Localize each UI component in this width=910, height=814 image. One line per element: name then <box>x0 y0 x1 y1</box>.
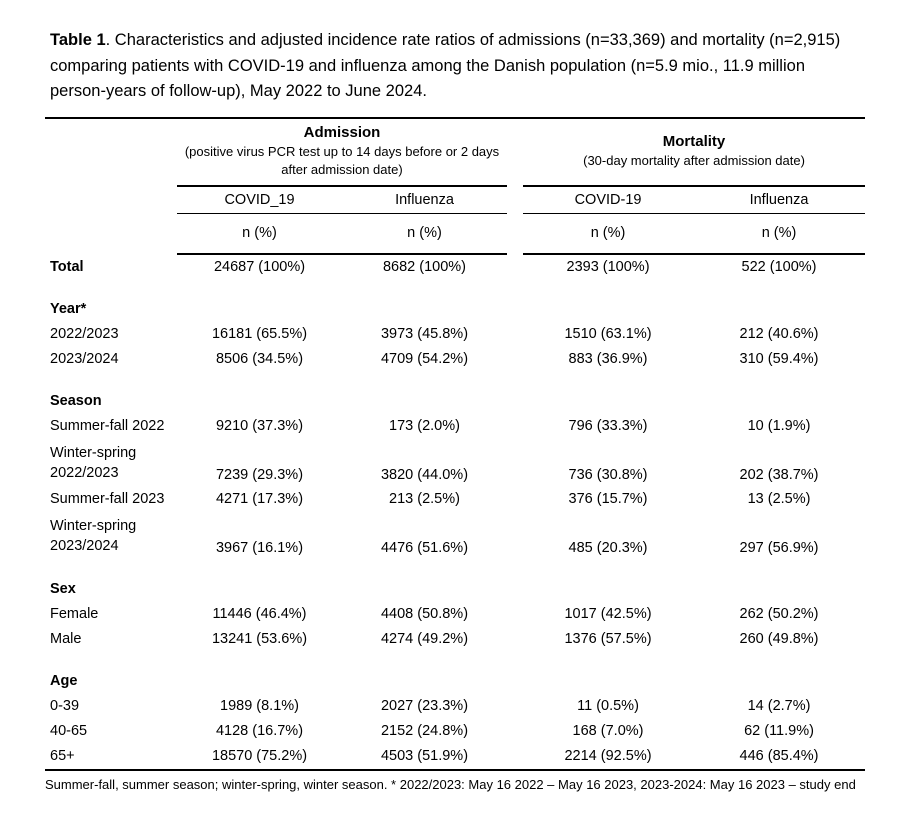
cell-value: 736 (30.8%) <box>568 466 648 483</box>
group-gap-cell <box>507 297 523 322</box>
section-label: Season <box>50 393 102 409</box>
cell-value: 16181 (65.5%) <box>211 326 308 342</box>
col-header-mortality-influenza: Influenza <box>693 186 865 214</box>
cell-value: 10 (1.9%) <box>747 418 811 434</box>
group-gap-cell <box>507 347 523 372</box>
group-gap-cell <box>507 602 523 627</box>
spacer-row <box>45 280 865 297</box>
mortality-group-header <box>523 118 865 186</box>
cell-value: 883 (36.9%) <box>568 351 648 367</box>
cell-value <box>523 297 693 322</box>
table-row <box>45 719 865 744</box>
row-label: Summer-fall 2022 <box>50 418 165 434</box>
cell-value: 3820 (44.0%) <box>380 466 469 483</box>
row-label-line: Winter-spring <box>50 517 137 534</box>
spacer-row <box>45 560 865 577</box>
group-gap-cell <box>507 627 523 652</box>
group-gap-cell <box>507 577 523 602</box>
cell-value <box>177 577 342 602</box>
cell-value: 4503 (51.9%) <box>342 744 507 770</box>
cell-value: 173 (2.0%) <box>389 418 460 434</box>
col-header-admission-covid19: COVID_19 <box>177 186 342 214</box>
row-label: 2022/2023 <box>50 326 119 342</box>
table-row <box>45 487 865 512</box>
group-gap-cell <box>507 186 523 214</box>
spacer-cell <box>45 652 865 669</box>
table-body <box>45 254 865 770</box>
cell-value <box>693 389 865 414</box>
unit-header: n (%) <box>693 213 865 254</box>
cell-value: 8506 (34.5%) <box>215 351 304 367</box>
row-label: 0-39 <box>50 698 80 714</box>
cell-value: 14 (2.7%) <box>747 698 811 714</box>
cell-value <box>342 669 507 694</box>
unit-header: n (%) <box>523 213 693 254</box>
spacer-cell <box>45 372 865 389</box>
cell-value <box>342 577 507 602</box>
admission-group-header <box>177 118 507 186</box>
mortality-group-title: Mortality <box>662 132 726 150</box>
table-row <box>45 627 865 652</box>
cell-value: 11446 (46.4%) <box>212 606 307 622</box>
group-gap-cell <box>507 118 523 186</box>
table-caption-text: . Characteristics and adjusted incidence rate ratios of admissions (n=33,369) and mortality (n=2,915) comparing patients with COVID-19 and influenza among the Danish population (n=5.9 mio., 11.9 million person-years of follow-up), May 2022 to June 2024. <box>50 31 841 100</box>
group-gap-cell <box>507 322 523 347</box>
unit-header: n (%) <box>342 213 507 254</box>
row-label: 40-65 <box>50 723 88 739</box>
cell-value: 168 (7.0%) <box>572 723 644 739</box>
table-row <box>45 694 865 719</box>
mortality-group-subtitle: (30-day mortality after admission date) <box>583 152 805 168</box>
cell-value: 522 (100%) <box>741 259 817 275</box>
cell-value: 260 (49.8%) <box>739 631 819 647</box>
cell-value: 796 (33.3%) <box>568 418 648 434</box>
row-label-line: Winter-spring <box>50 444 137 461</box>
cell-value: 2152 (24.8%) <box>380 723 469 739</box>
row-label: Summer-fall 2023 <box>50 491 165 507</box>
row-label-line: 2022/2023 <box>50 464 119 481</box>
table-caption <box>50 28 855 105</box>
cell-value: 2393 (100%) <box>566 259 650 275</box>
cell-value: 4271 (17.3%) <box>215 491 304 507</box>
cell-value: 446 (85.4%) <box>693 744 865 770</box>
stub-header-cell <box>45 186 177 214</box>
group-gap-cell <box>507 254 523 280</box>
section-row <box>45 577 865 602</box>
admission-group-subtitle: (positive virus PCR test up to 14 days before or 2 days after admission date) <box>184 143 500 177</box>
cell-value: 2027 (23.3%) <box>380 698 469 714</box>
cell-value: 4274 (49.2%) <box>380 631 469 647</box>
stub-header-cell <box>45 118 177 186</box>
row-label: Total <box>50 258 84 275</box>
group-gap-cell <box>507 439 523 487</box>
group-gap-cell <box>507 744 523 770</box>
cell-value: 4476 (51.6%) <box>380 539 469 556</box>
cell-value: 7239 (29.3%) <box>215 466 304 483</box>
table-row <box>45 347 865 372</box>
admission-group-title: Admission <box>303 123 381 141</box>
cell-value: 262 (50.2%) <box>739 606 819 622</box>
cell-value: 1376 (57.5%) <box>564 631 652 647</box>
section-label: Year* <box>50 301 87 317</box>
group-gap-cell <box>507 694 523 719</box>
cell-value: 4128 (16.7%) <box>215 723 304 739</box>
cell-value: 213 (2.5%) <box>389 491 460 507</box>
spacer-row <box>45 652 865 669</box>
table-row <box>45 744 865 770</box>
spacer-cell <box>45 280 865 297</box>
group-gap-cell <box>507 213 523 254</box>
cell-value: 1017 (42.5%) <box>564 606 652 622</box>
cell-value: 376 (15.7%) <box>568 491 648 507</box>
virus-header-row <box>45 186 865 214</box>
stub-header-cell <box>45 213 177 254</box>
section-label: Age <box>50 673 78 689</box>
cell-value: 310 (59.4%) <box>739 351 819 367</box>
cell-value: 13241 (53.6%) <box>211 631 308 647</box>
row-label <box>45 439 177 487</box>
section-row <box>45 297 865 322</box>
group-header-row <box>45 118 865 186</box>
row-label: 2023/2024 <box>50 351 119 367</box>
cell-value: 3973 (45.8%) <box>380 326 469 342</box>
cell-value: 4709 (54.2%) <box>380 351 469 367</box>
table-caption-number: Table 1 <box>50 31 106 49</box>
cell-value: 1510 (63.1%) <box>564 326 652 342</box>
cell-value: 18570 (75.2%) <box>177 744 342 770</box>
unit-header: n (%) <box>177 213 342 254</box>
table-footnote: Summer-fall, summer season; winter-spring, winter season. * 2022/2023: May 16 2022 – May 16 2023, 2023-2024: May 16 2023 – study end <box>45 776 856 792</box>
cell-value <box>342 297 507 322</box>
section-row <box>45 389 865 414</box>
cell-value <box>523 577 693 602</box>
table-row <box>45 602 865 627</box>
cell-value: 1989 (8.1%) <box>220 698 299 714</box>
cell-value: 11 (0.5%) <box>577 698 639 714</box>
cell-value <box>177 297 342 322</box>
table-row <box>45 254 865 280</box>
cell-value: 8682 (100%) <box>382 259 467 275</box>
row-label <box>45 512 177 560</box>
cell-value <box>693 297 865 322</box>
group-gap-cell <box>507 719 523 744</box>
group-gap-cell <box>507 487 523 512</box>
spacer-row <box>45 372 865 389</box>
cell-value <box>523 669 693 694</box>
cell-value: 24687 (100%) <box>213 259 306 275</box>
cell-value <box>523 389 693 414</box>
characteristics-table <box>45 117 865 771</box>
cell-value: 212 (40.6%) <box>739 326 819 342</box>
section-label: Sex <box>50 581 76 597</box>
group-gap-cell <box>507 512 523 560</box>
cell-value <box>177 389 342 414</box>
cell-value: 202 (38.7%) <box>739 466 819 483</box>
row-label-line: 2023/2024 <box>50 537 119 554</box>
table-row <box>45 439 865 487</box>
table-row <box>45 322 865 347</box>
cell-value <box>342 389 507 414</box>
group-gap-cell <box>507 389 523 414</box>
cell-value: 62 (11.9%) <box>744 723 814 739</box>
col-header-mortality-covid19: COVID-19 <box>523 186 693 214</box>
cell-value <box>177 669 342 694</box>
table-row <box>45 512 865 560</box>
cell-value: 4408 (50.8%) <box>380 606 469 622</box>
cell-value <box>693 577 865 602</box>
section-row <box>45 669 865 694</box>
cell-value <box>693 669 865 694</box>
cell-value: 9210 (37.3%) <box>215 418 304 434</box>
unit-header-row <box>45 213 865 254</box>
group-gap-cell <box>507 414 523 439</box>
group-gap-cell <box>507 669 523 694</box>
row-label: Male <box>50 631 82 647</box>
table-row <box>45 414 865 439</box>
cell-value: 2214 (92.5%) <box>523 744 693 770</box>
spacer-cell <box>45 560 865 577</box>
cell-value: 3967 (16.1%) <box>215 539 304 556</box>
cell-value: 13 (2.5%) <box>747 491 811 507</box>
cell-value: 485 (20.3%) <box>568 539 648 556</box>
row-label: 65+ <box>45 744 177 770</box>
col-header-admission-influenza: Influenza <box>342 186 507 214</box>
row-label: Female <box>50 606 99 622</box>
cell-value: 297 (56.9%) <box>739 539 819 556</box>
